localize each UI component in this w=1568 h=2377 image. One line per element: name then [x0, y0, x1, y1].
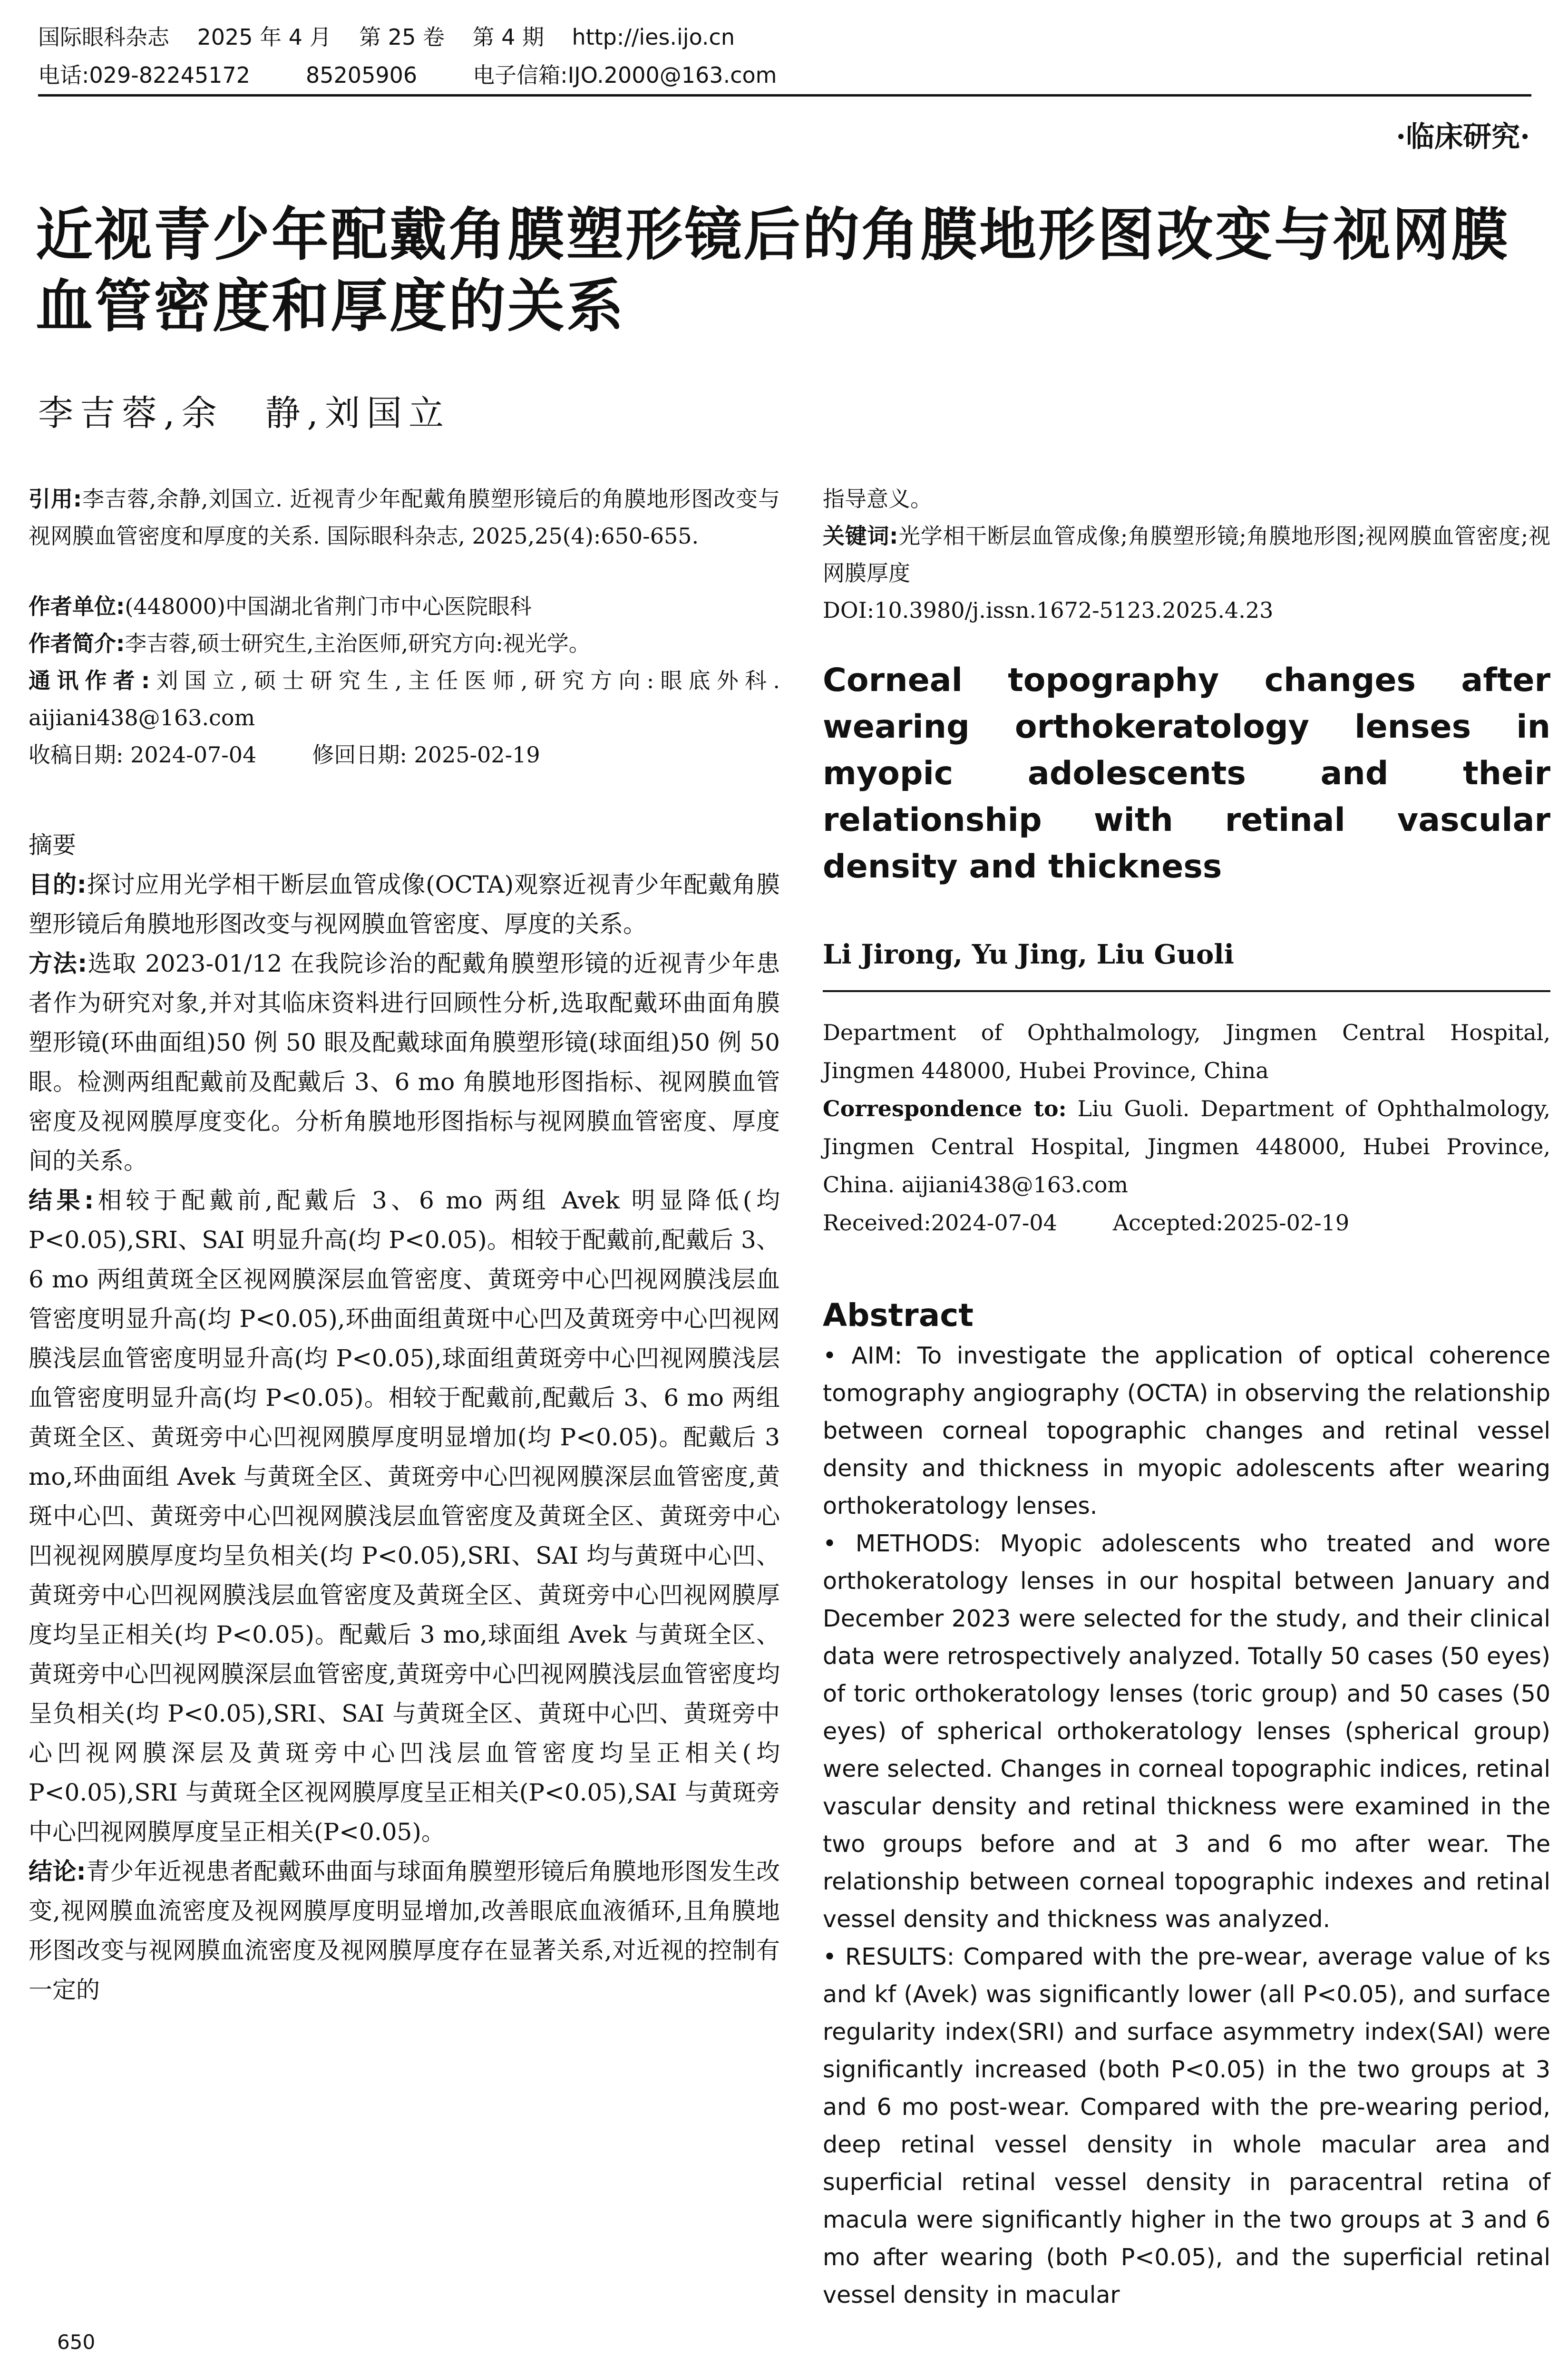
correspondence-en: Correspondence to: Liu Guoli. Department of Ophthalmology, Jingmen Central Hospital, Jingmen 448000, Hubei Province, China. aijiani438@163.com	[823, 1096, 1550, 1198]
keywords-cn: 关键词:光学相干断层血管成像;角膜塑形镜;角膜地形图;视网膜血管密度;视网膜厚度	[823, 523, 1550, 586]
conclusion-continued: 指导意义。	[823, 486, 932, 512]
author-unit: 作者单位:(448000)中国湖北省荆门市中心医院眼科	[29, 594, 532, 619]
article-title-en: Corneal topography changes after wearing orthokeratology lenses in myopic adolescents and their relationship with retinal vascular density and thickness	[823, 662, 1550, 886]
affiliation-en: Department of Ophthalmology, Jingmen Central Hospital, Jingmen 448000, Hubei Province, China	[823, 1020, 1550, 1083]
abstract-results-cn: 结果:相较于配戴前,配戴后 3、6 mo 两组 Avek 明显降低(均 P<0.05),SRI、SAI 明显升高(均 P<0.05)。相较于配戴前,配戴后 3、6 mo 两组黄斑全区视网膜深层血管密度、黄斑旁中心凹视网膜浅层血管密度明显升高(均 P<0.05),环曲面组黄斑中心凹及黄斑旁中心凹视网膜浅层血管密度明显升高(均 P<0.05),球面组黄斑旁中心凹视网膜浅层血管密度明显升高(均 P<0.05)。相较于配戴前,配戴后 3、6 mo 两组黄斑全区、黄斑旁中心凹视网膜厚度明显增加(均 P<0.05)。配戴后 3 mo,环曲面组 Avek 与黄斑全区、黄斑旁中心凹视网膜深层血管密度,黄斑中心凹、黄斑旁中心凹视网膜浅层血管密度及黄斑全区、黄斑旁中心凹视视网膜厚度均呈负相关(均 P<0.05),SRI、SAI 均与黄斑中心凹、黄斑旁中心凹视网膜浅层血管密度及黄斑全区、黄斑旁中心凹视网膜厚度均呈正相关(均 P<0.05)。配戴后 3 mo,球面组 Avek 与黄斑全区、黄斑旁中心凹视网膜深层血管密度,黄斑旁中心凹视网膜浅层血管密度均呈负相关(均 P<0.05),SRI、SAI 与黄斑全区、黄斑中心凹、黄斑旁中心凹视网膜深层及黄斑旁中心凹浅层血管密度均呈正相关(均 P<0.05),SRI 与黄斑全区视网膜厚度呈正相关(P<0.05),SAI 与黄斑旁中心凹视网膜厚度呈正相关(P<0.05)。	[29, 1187, 780, 1846]
journal-header-line2: 电话:029-82245172 85205906 电子信箱:IJO.2000@163.com	[38, 62, 777, 88]
header-rule	[38, 94, 1531, 97]
received-dates-en: Received:2024-07-04 Accepted:2025-02-19	[823, 1210, 1350, 1236]
abstract-results-en: • RESULTS: Compared with the pre-wear, average value of ks and kf (Avek) was significantly lower (all P<0.05), and surface regularity index(SRI) and surface asymmetry index(SAI) were significantly increased (both P<0.05) in the two groups at 3 and 6 mo post-wear. Compared with the pre-wearing period, deep retinal vessel density in whole macular area and superficial retinal vessel density in paracentral retina of macula were significantly higher in the two groups at 3 and 6 mo after wearing (both P<0.05), and the superficial retinal vessel density in macular	[823, 1943, 1550, 2309]
authors-cn: 李吉蓉,余 静,刘国立	[38, 393, 451, 434]
journal-header-line1: 国际眼科杂志 2025 年 4 月 第 25 卷 第 4 期 http://ies.ijo.cn	[38, 24, 735, 50]
section-tag: ·临床研究·	[1396, 120, 1530, 154]
abstract-methods-cn: 方法:选取 2023-01/12 在我院诊治的配戴角膜塑形镜的近视青少年患者作为研究对象,并对其临床资料进行回顾性分析,选取配戴环曲面角膜塑形镜(环曲面组)50 例 50 眼及配戴球面角膜塑形镜(球面组)50 例 50 眼。检测两组配戴前及配戴后 3、6 mo 角膜地形图指标、视网膜血管密度及视网膜厚度变化。分析角膜地形图指标与视网膜血管密度、厚度间的关系。	[29, 950, 780, 1175]
abstract-heading-cn: 摘要	[29, 831, 76, 859]
corresponding-author: 通讯作者:刘国立,硕士研究生,主任医师,研究方向:眼底外科. aijiani438@163.com	[29, 668, 780, 731]
page-number: 650	[57, 2330, 96, 2354]
left-column	[29, 480, 780, 2010]
authors-en: Li Jirong, Yu Jing, Liu Guoli	[823, 939, 1234, 970]
received-dates-cn: 收稿日期: 2024-07-04 修回日期: 2025-02-19	[29, 742, 540, 768]
right-column	[823, 480, 1550, 2314]
abstract-methods-en: • METHODS: Myopic adolescents who treated and wore orthokeratology lenses in our hospital between January and December 2023 were selected for the study, and their clinical data were retrospectively analyzed. Totally 50 cases (50 eyes) of toric orthokeratology lenses (toric group) and 50 cases (50 eyes) of spherical orthokeratology lenses (spherical group) were selected. Changes in corneal topographic indices, retinal vascular density and retinal thickness were examined in the two groups before and at 3 and 6 mo after wear. The relationship between corneal topographic indexes and retinal vessel density and thickness was analyzed.	[823, 1530, 1550, 1933]
authors-rule	[823, 990, 1550, 992]
citation: 引用:李吉蓉,余静,刘国立. 近视青少年配戴角膜塑形镜后的角膜地形图改变与视网膜血管密度和厚度的关系. 国际眼科杂志, 2025,25(4):650-655.	[29, 486, 780, 549]
author-bio: 作者简介:李吉蓉,硕士研究生,主治医师,研究方向:视光学。	[29, 631, 591, 656]
abstract-aim-cn: 目的:探讨应用光学相干断层血管成像(OCTA)观察近视青少年配戴角膜塑形镜后角膜地形图改变与视网膜血管密度、厚度的关系。	[29, 871, 780, 938]
article-title-cn: 近视青少年配戴角膜塑形镜后的角膜地形图改变与视网膜血管密度和厚度的关系	[36, 202, 1510, 340]
abstract-aim-en: • AIM: To investigate the application of optical coherence tomography angiography (OCTA) in observing the relationship between corneal topographic changes and retinal vessel density and thickness in myopic adolescents after wearing orthokeratology lenses.	[823, 1342, 1550, 1520]
abstract-heading-en: Abstract	[823, 1297, 974, 1334]
doi: DOI:10.3980/j.issn.1672-5123.2025.4.23	[823, 597, 1274, 623]
abstract-conclusion-cn: 结论:青少年近视患者配戴环曲面与球面角膜塑形镜后角膜地形图发生改变,视网膜血流密度及视网膜厚度明显增加,改善眼底血液循环,且角膜地形图改变与视网膜血流密度及视网膜厚度存在显著关系,对近视的控制有一定的	[29, 1858, 780, 2004]
